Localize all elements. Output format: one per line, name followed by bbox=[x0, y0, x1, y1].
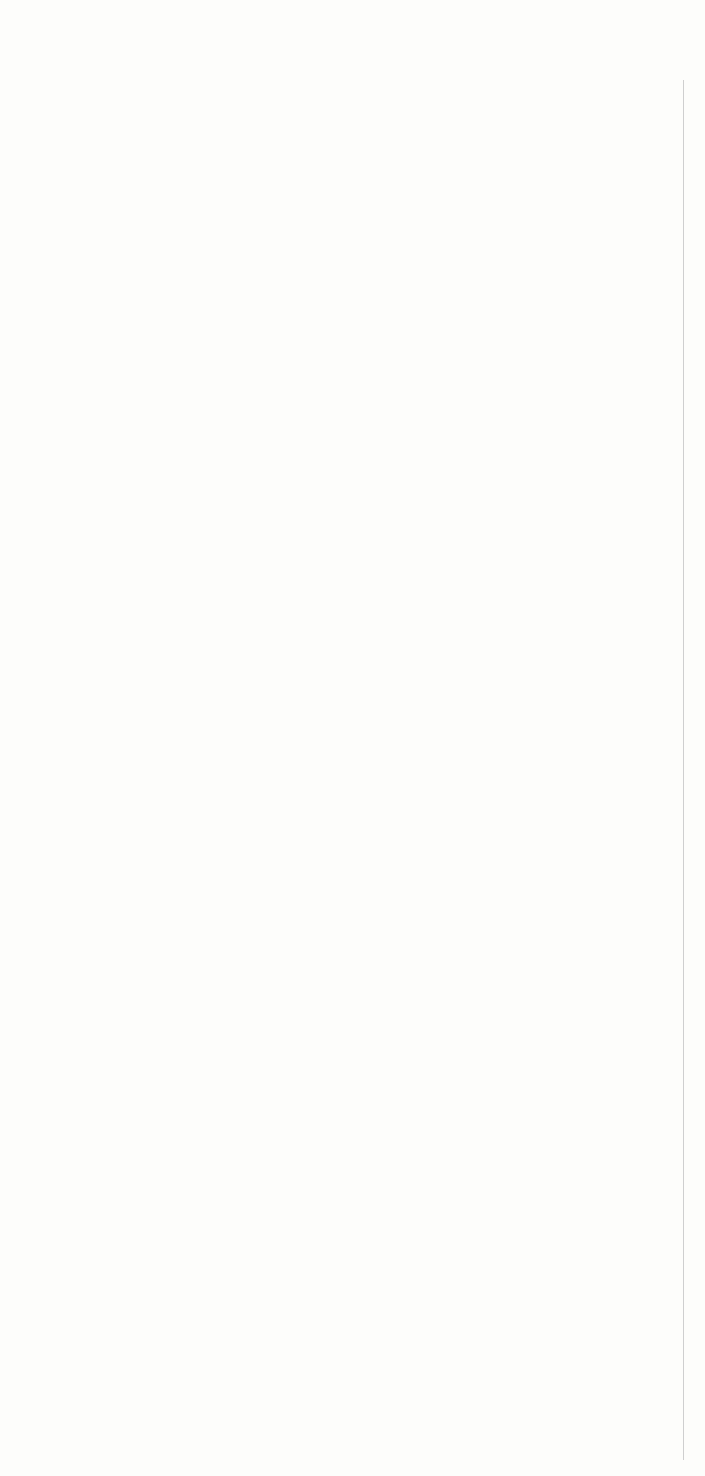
column-divider bbox=[683, 80, 684, 1460]
answer-column bbox=[22, 70, 684, 110]
exam-title bbox=[62, 70, 684, 110]
